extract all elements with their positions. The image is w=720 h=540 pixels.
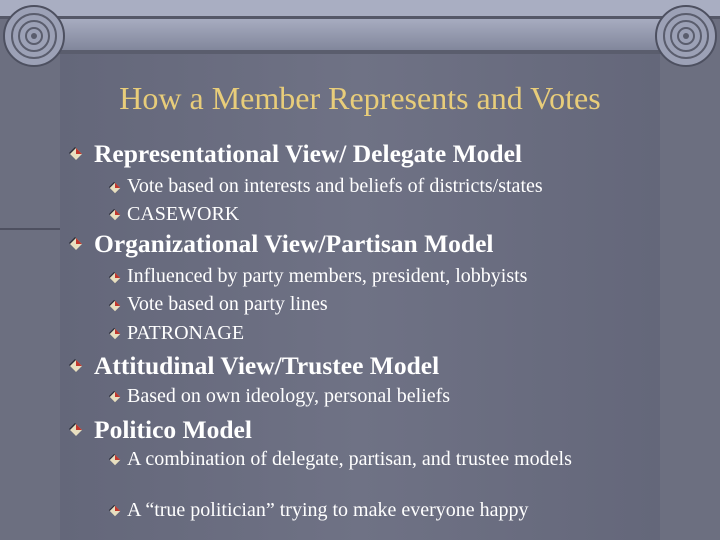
sub-point: A combination of delegate, partisan, and trustee models — [127, 448, 572, 470]
section-heading: Organizational View/Partisan Model — [94, 229, 494, 258]
section-heading: Attitudinal View/Trustee Model — [94, 351, 440, 380]
diamond-bullet-icon — [108, 208, 122, 227]
diamond-bullet-icon — [108, 453, 122, 472]
diamond-bullet-icon — [68, 358, 84, 379]
diamond-bullet-icon — [108, 271, 122, 290]
diamond-bullet-icon — [68, 146, 84, 167]
sub-point: CASEWORK — [127, 203, 240, 225]
section-heading: Representational View/ Delegate Model — [94, 139, 522, 168]
diamond-bullet-icon — [68, 422, 84, 443]
sub-point: Vote based on party lines — [127, 293, 328, 315]
sub-point: PATRONAGE — [127, 322, 245, 344]
section-heading: Politico Model — [94, 415, 252, 444]
sub-point: Vote based on interests and beliefs of districts/states — [127, 175, 543, 197]
diamond-bullet-icon — [108, 327, 122, 346]
diamond-bullet-icon — [108, 504, 122, 523]
sub-point: A “true politician” trying to make everyone happy — [127, 499, 529, 521]
diamond-bullet-icon — [108, 181, 122, 200]
sub-point: Influenced by party members, president, lobbyists — [127, 265, 528, 287]
sub-point: Based on own ideology, personal beliefs — [127, 385, 451, 407]
diamond-bullet-icon — [108, 390, 122, 409]
diamond-bullet-icon — [68, 236, 84, 257]
diamond-bullet-icon — [108, 299, 122, 318]
slide-title: How a Member Represents and Votes — [119, 80, 601, 116]
